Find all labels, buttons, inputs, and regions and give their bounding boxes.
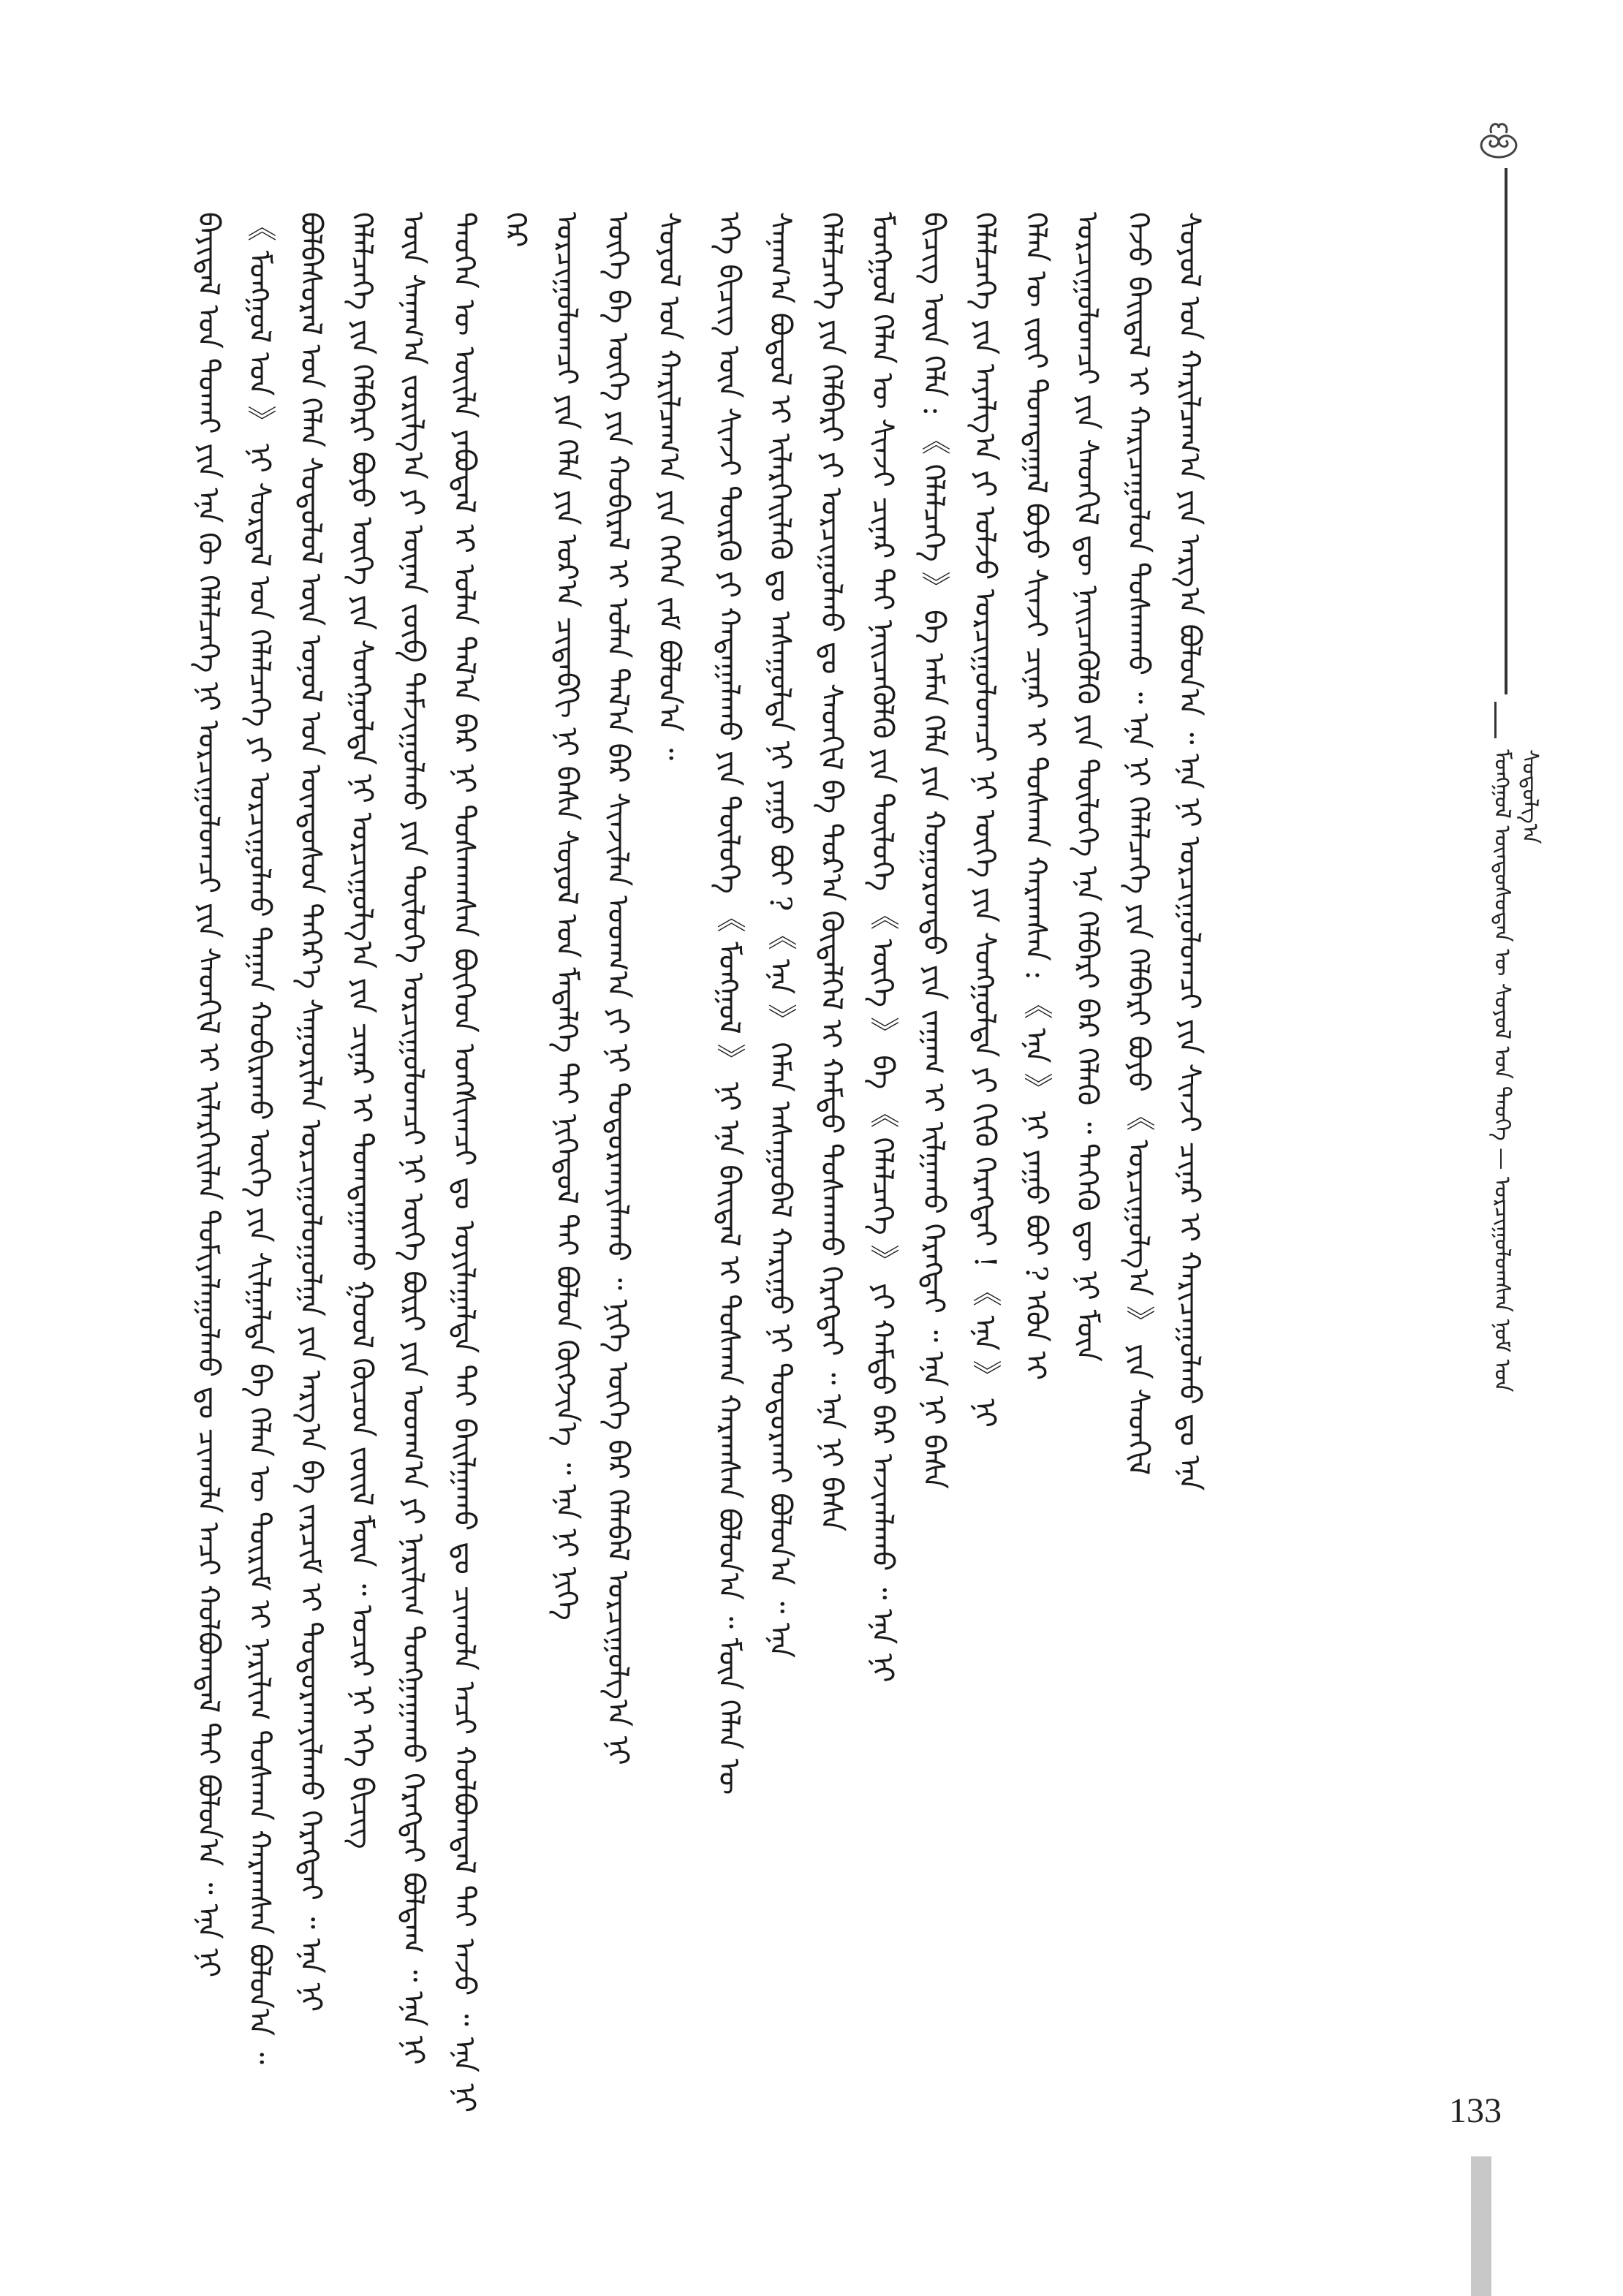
text-column: ᠰᠣᠶᠣᠯ ᠤᠨ ᠬᠠᠷᠢᠯᠴᠠᠭ᠎ᠠ ᠶᠢᠨ ᠠᠷᠭ᠎ᠠ ᠪᠣᠯᠤᠨ᠎ᠠ ᠃ ᠡᠨᠡ ᠨᠢ ᠣᠷᠴᠢᠭᠤᠯᠤᠭᠴᠢ ᠶᠢᠨ ᠰᠢᠨᠵᠢ ᠴᠢᠨᠠᠷ ᠢ ᠬᠠᠷᠢᠴᠠᠭᠤᠯᠬᠤ ᠳᠤ ᠡᠨᠡ — [1173, 212, 1206, 1491]
text-column: ᠣᠷᠴᠢᠭᠤᠯᠤᠭᠴᠢ ᠶᠢᠨ ᠬᠡᠯᠡ ᠶᠢᠨ ᠤᠷ᠎ᠠ ᠴᠢᠳᠠᠪᠬᠢ ᠨᠢ ᠪᠠᠰᠠ ᠰᠣᠶᠣᠯ ᠤᠨ ᠮᠡᠳᠡᠯᠭᠡ ᠲᠠᠢ ᠨᠢᠭᠡᠳᠦᠯ ᠲᠠᠢ ᠪᠣᠯᠤᠨ ᠬᠥᠭᠵᠢᠨ᠎ᠡ ᠃ ᠡᠨᠡ ᠨᠢ ᠨᠢᠭᠡ — [550, 212, 583, 1621]
running-header-text: ᠮᠣᠩᠭᠣᠯ ᠦᠨᠳᠦᠰᠦᠲᠡᠨ ᠦ ᠰᠣᠶᠣᠯ ᠤᠨ ᠲᠡᠦᠬᠡ — ᠣᠷᠴᠢᠭᠤᠯᠤᠭᠰᠠᠨ ᠨᠣᠮ ᠤᠨ ᠰᠤᠳᠤᠯᠭ᠎ᠠ — [1489, 749, 1543, 1393]
text-column: ᠪᠣᠯᠪᠠᠰᠤᠷᠠᠯ ᠤᠨ ᠬᠡᠯᠡᠨ ᠰᠤᠳᠤᠯᠤᠯ ᠦᠨ ᠣᠨᠤᠯ ᠤᠨ ᠦᠨᠳᠦᠰᠦᠨ ᠳᠡᠭᠡᠷ᠎ᠡ ᠰᠠᠭᠤᠷᠢᠯᠠᠨ ᠣᠷᠴᠢᠭᠤᠯᠤᠭᠤᠯᠭᠠ ᠶᠢᠨ ᠠᠷᠭ᠎ᠠ ᠪᠠ ᠵᠠᠷᠴᠢᠮ ᠢ ᠲᠣᠳᠣᠷᠬᠠᠶᠢᠯᠠᠬᠤ ᠬᠡᠷᠡᠭᠲᠡᠢ ᠃ ᠡᠨᠡ ᠨᠢ — [294, 212, 328, 2012]
text-column: ᠦᠨ ᠰᠠᠨᠠᠭ᠎ᠠ ᠵᠣᠷᠢᠯᠭ᠎ᠠ ᠶᠢ ᠦᠨᠡᠨ ᠵᠥᠪ ᠳᠠᠮᠵᠢᠭᠤᠯᠬᠤ ᠶᠢᠨ ᠲᠥᠯᠦᠭᠡ ᠣᠷᠴᠢᠭᠤᠯᠤᠭᠴᠢ ᠨᠢ ᠦᠭᠡ ᠪᠦᠷᠢ ᠶᠢᠨ ᠤᠳᠬ᠎ᠠ ᠶᠢ ᠨᠠᠷᠢᠯᠢᠭ ᠲᠤᠩᠭᠠᠭᠠᠬᠤ ᠬᠡᠷᠡᠭᠲᠡᠢ ᠪᠣᠯᠳᠠᠭ ᠃ ᠡᠨᠡ ᠨᠢ — [396, 212, 430, 2065]
header-ornament — [1462, 117, 1535, 161]
running-header — [1483, 749, 1548, 1480]
text-column: ᠪᠢᠴᠢᠭ ᠦᠨ ᠬᠡᠯᠡ : 《 ᠬᠡᠯᠡᠯᠴᠡᠭᠡ 》 ᠪᠠ ᠠᠮᠠᠨ ᠬᠡᠯᠡ ᠶᠢᠨ ᠬᠣᠭᠣᠷᠣᠨᠳᠤ ᠶᠢᠨ ᠵᠠᠭᠠᠭ ᠢ ᠢᠯᠭᠠᠬᠤ ᠬᠡᠷᠡᠭᠲᠡᠢ ᠃ ᠡᠨᠡ ᠨᠢ ᠪᠠᠰᠠ — [917, 212, 950, 1489]
page-number: 133 — [1449, 2091, 1502, 2130]
header-rule — [1505, 168, 1507, 694]
text-column: ᠦᠭᠡ ᠪᠠ ᠦᠭᠡ ᠶᠢᠨ ᠬᠤᠪᠢᠷᠠᠯ ᠢ ᠣᠯᠠᠨ ᠲᠠᠯ᠎ᠠ ᠪᠡᠷ ᠰᠢᠨᠵᠢᠯᠡᠨ ᠤᠳᠬ᠎ᠠ ᠶᠢ ᠨᠢ ᠲᠣᠳᠣᠷᠬᠠᠶᠢᠯᠠᠬᠤ ᠃ ᠨᠢᠭᠡ ᠦᠭᠡ ᠪᠡᠷ ᠬᠡᠯᠡᠪᠡᠯ ᠣᠷᠴᠢᠭᠤᠯᠭ᠎ᠠ ᠨᠢ — [601, 212, 635, 1765]
text-column: ᠣᠷᠴᠢᠭᠤᠯᠤᠭᠴᠢ ᠶᠢᠨ ᠰᠡᠳᠬᠢᠯ ᠳᠦ ᠨᠡᠢᠴᠡᠭᠦᠯᠬᠦ ᠶᠢᠨ ᠲᠥᠯᠦᠭᠡ ᠡᠨᠡ ᠬᠡᠯᠪᠡᠷᠢ ᠪᠡᠷ ᠬᠡᠯᠡᠬᠦ ᠃ ᠲᠡᠭᠡᠬᠦ ᠳᠦ ᠨᠢ ᠮᠥᠨ — [1070, 212, 1104, 1362]
text-column: ᠰᠣᠶᠣᠯ ᠤᠨ ᠬᠠᠷᠢᠯᠴᠠᠭ᠎ᠠ ᠶᠢᠨ ᠭᠡᠭᠡᠨ ᠵᠠᠮ ᠪᠣᠯᠤᠨ᠎ᠠ ᠃ — [652, 212, 686, 761]
text-column: ᠬᠡᠯᠡᠨ ᠦ ᠵᠦᠢ ᠲᠣᠭᠲᠠᠭᠠᠯ ᠪᠤᠶᠤ ᠰᠢᠨᠵᠢ ᠴᠢᠨᠠᠷ ᠢ ᠲᠤᠰᠬᠠᠨ ᠬᠠᠷᠠᠭᠰᠠᠨ : 《 ᠡᠨᠡ 》 ᠨᠢ ᠶᠠᠭᠤ ᠪᠤᠢ ? ᠡᠭᠦᠨ ᠢ — [1019, 212, 1053, 1381]
header-dash — [1494, 702, 1497, 738]
thumb-tab — [1471, 2156, 1491, 2296]
text-column: ᠭᠡᠵᠦ ᠪᠠᠢᠳᠠᠯ ᠢ ᠬᠠᠷᠢᠴᠠᠭᠤᠯᠤᠨ ᠲᠤᠰᠬᠠᠬᠤ ᠃ ᠡᠨᠡ ᠨᠢ ᠬᠡᠯᠡᠯᠴᠡᠭᠡ ᠶᠢᠨ ᠬᠡᠯᠪᠡᠷᠢ ᠪᠤᠶᠤ 《 ᠣᠷᠴᠢᠭᠤᠯᠭ᠎ᠠ 》 ᠶᠢᠨ ᠰᠡᠳᠬᠢᠯ — [1121, 212, 1155, 1476]
text-column: ᠲᠡᠦᠬᠡᠨ ᠦ ᠦᠢᠯᠡ ᠶᠠᠪᠤᠳᠠᠯ ᠢ ᠣᠯᠠᠨ ᠲᠠᠯ᠎ᠠ ᠪᠡᠷ ᠨᠢ ᠲᠤᠰᠬᠠᠭᠰᠠᠨ ᠪᠥᠭᠡᠳ ᠤᠩᠰᠢᠭᠴᠢ ᠳᠤ ᠣᠶᠢᠯᠠᠭᠠᠯᠲᠠ ᠲᠠᠢ ᠪᠠᠢᠯᠭᠠᠬᠤ ᠳᠤ ᠴᠢᠬᠤᠯᠠ ᠠᠴᠢ ᠬᠣᠯᠪᠣᠭᠳᠠᠯ ᠲᠠᠢ ᠠᠵᠤ ᠃ ᠡᠨᠡ ᠨᠢ ᠭᠡᠷ — [447, 212, 532, 2113]
body-text — [183, 212, 1455, 2113]
text-column: ᠬᠡᠯᠡᠯᠴᠡᠭᠡ ᠶᠢᠨ ᠬᠡᠯᠪᠡᠷᠢ ᠪᠤᠶᠤ ᠦᠭᠡ ᠶᠢᠨ ᠰᠣᠩᠭᠣᠯᠲᠠ ᠨᠢ ᠣᠷᠴᠢᠭᠤᠯᠭ᠎ᠠ ᠶᠢᠨ ᠴᠢᠨᠠᠷ ᠢ ᠲᠣᠭᠲᠠᠭᠠᠬᠤ ᠭᠣᠣᠯ ᠬᠦᠴᠦᠨ ᠵᠦᠢᠯ ᠮᠥᠨ ᠃ ᠤᠴᠢᠷ ᠨᠢ ᠡᠬᠡ ᠪᠢᠴᠢᠭ — [345, 212, 379, 1849]
text-column: ᠪᠠᠶᠢᠳᠠᠯ ᠤᠨ ᠲᠤᠬᠠᠢ ᠶᠢᠨ ᠡᠨᠡ ᠬᠦ ᠬᠡᠯᠡᠯᠴᠡᠭᠡ ᠨᠢ ᠣᠷᠴᠢᠭᠤᠯᠤᠭᠴᠢ ᠶᠢᠨ ᠰᠡᠳᠬᠢᠯ ᠢ ᠢᠯᠡᠷᠬᠡᠢᠯᠡᠨ ᠲᠤᠮᠢᠶᠠᠯᠠᠭᠤᠯᠬᠤ ᠳᠤ ᠴᠢᠬᠤᠯᠠ ᠠᠴᠢ ᠬᠣᠯᠪᠣᠭᠳᠠᠯ ᠲᠠᠢ ᠪᠣᠯᠤᠨ᠎ᠠ ᠃ ᠡᠨᠡ ᠨᠢ — [192, 212, 225, 1978]
text-column: ᠬᠡᠯᠡᠯᠴᠡᠭᠡ ᠶᠢᠨ ᠠᠶᠠᠯᠭ᠎ᠠ ᠶᠢ ᠣᠯᠵᠤ ᠣᠷᠴᠢᠭᠤᠯᠤᠭᠴᠢ ᠨᠢ ᠦᠭᠡ ᠶᠢᠨ ᠰᠣᠩᠭᠣᠯᠲᠠ ᠶᠢ ᠬᠢᠬᠦ ᠬᠡᠷᠡᠭᠲᠡᠢ ! 《 ᠡᠨᠡ 》 ᠨᠢ — [968, 212, 1002, 1428]
text-column: 《 ᠮᠣᠩᠭᠣᠯ ᠤᠨ 》 ᠨᠢ ᠰᠤᠷᠲᠠᠯ ᠤᠨ ᠬᠡᠯᠡᠯᠴᠡᠭᠡ ᠶᠢ ᠣᠷᠴᠢᠭᠤᠯᠬᠤ ᠳᠠᠭᠠᠨ ᠬᠤᠪᠢᠷᠠᠬᠤ ᠦᠭᠡ ᠶᠢᠨ ᠰᠢᠯᠭᠠᠯᠲᠠ ᠪᠠ ᠬᠡᠯᠡᠨ ᠦ ᠳᠦᠷᠢᠮ ᠢ ᠨᠠᠷᠢᠯᠢᠭ ᠲᠤᠰᠬᠠᠨ ᠬᠠᠷᠠᠭᠰᠠᠨ ᠪᠣᠯᠤᠨ᠎ᠠ ᠃ — [243, 212, 276, 2065]
text-column: ᠬᠡᠯᠡᠯᠴᠡᠭᠡ ᠶᠢᠨ ᠬᠡᠯᠪᠡᠷᠢ ᠶᠢ ᠣᠷᠴᠢᠭᠤᠯᠬᠤ ᠳᠤ ᠰᠡᠳᠬᠢᠯ ᠪᠠ ᠳᠤᠷ᠎ᠠ ᠬᠥᠳᠡᠯᠭᠡᠯ ᠢ ᠬᠠᠮᠲᠤ ᠲᠤᠰᠬᠠᠬᠤ ᠬᠡᠷᠡᠭᠲᠡᠢ ᠃ ᠡᠨᠡ ᠨᠢ ᠪᠠᠰᠠ — [814, 212, 848, 1532]
text-column: ᠰᠠᠨᠠᠭ᠎ᠠ ᠪᠣᠳᠤᠯ ᠢ ᠢᠯᠡᠷᠬᠡᠢᠯᠡᠬᠦ ᠳᠤ ᠠᠰᠠᠭᠤᠯᠲᠠ ᠨᠢ ᠶᠠᠭᠤ ᠪᠤᠢ ? 《 ᠡᠨᠡ 》 ᠬᠡᠮᠡᠨ ᠠᠰᠠᠭᠤᠪᠠᠯ ᠬᠠᠷᠢᠭᠤ ᠨᠢ ᠲᠣᠳᠣᠷᠬᠠᠢ ᠪᠣᠯᠤᠨ᠎ᠠ ᠃ ᠡᠨᠡ — [763, 212, 797, 1659]
text-column: ᠮᠣᠩᠭᠣᠯ ᠬᠡᠯᠡᠨ ᠦ ᠰᠢᠨᠵᠢ ᠴᠢᠨᠠᠷ ᠲᠠᠢ ᠨᠡᠢᠴᠡᠭᠦᠯᠬᠦ ᠶᠢᠨ ᠲᠥᠯᠦᠭᠡ 《 ᠦᠭᠡ 》 ᠪᠠ 《 ᠬᠡᠯᠡᠯᠴᠡᠭᠡ 》 ᠶᠢ ᠬᠠᠮᠲᠤ ᠪᠠᠷ ᠠᠵᠢᠭᠯᠠᠬᠤ ᠃ ᠡᠨᠡ ᠨᠢ — [866, 212, 899, 1683]
text-column: ᠡᠬᠡ ᠪᠢᠴᠢᠭ ᠦᠨ ᠰᠢᠨᠵᠢ ᠲᠥᠷᠬᠦ ᠶᠢ ᠬᠠᠳᠠᠭᠠᠯᠠᠬᠤ ᠶᠢᠨ ᠲᠥᠯᠦᠭᠡ 《 ᠮᠣᠩᠭᠣᠯ 》 ᠨᠢ ᠡᠨᠡ ᠪᠠᠢᠳᠠᠯ ᠢ ᠲᠤᠰᠬᠠᠨ ᠬᠠᠷᠠᠭᠰᠠᠨ ᠪᠣᠯᠤᠨ᠎ᠠ ᠃ ᠮᠥᠨ ᠬᠡᠯᠡᠨ ᠦ — [712, 212, 746, 1795]
